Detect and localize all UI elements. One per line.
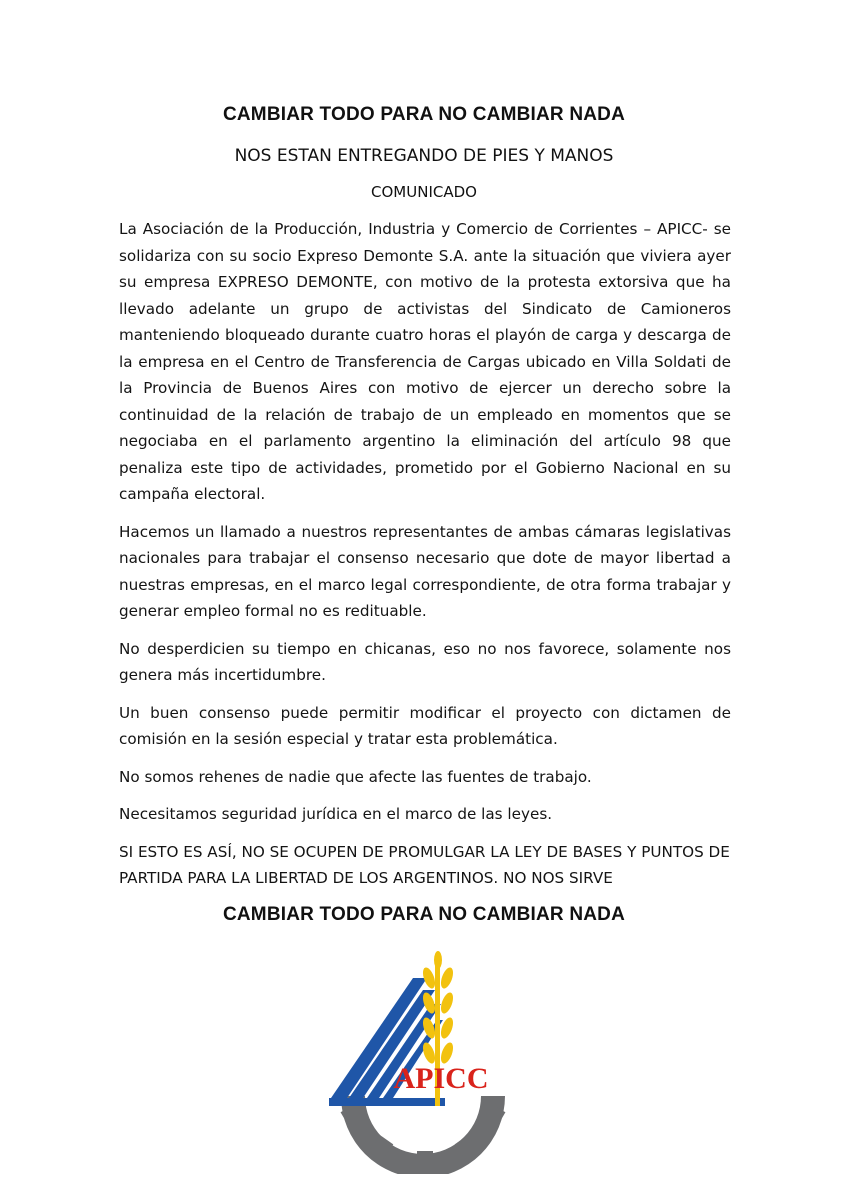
document-heading: CAMBIAR TODO PARA NO CAMBIAR NADA [222,104,626,125]
document-label: COMUNICADO [371,183,477,201]
document-body [119,216,731,903]
apicc-logo [323,948,523,1174]
paragraph-2: Hacemos un llamado a nuestros representantes de ambas cámaras legislativas nacionales para trabajar el consenso necesario que dote de mayor libertad a nuestras empresas, en el marco legal correspondiente, de otra forma trabajar y generar empleo formal no es redituable. [119,522,731,620]
gear-icon [341,1096,506,1174]
paragraph-3: No desperdicien su tiempo en chicanas, eso no nos favorece, solamente nos genera más incertidumbre. [119,639,731,684]
document-closing: CAMBIAR TODO PARA NO CAMBIAR NADA [222,904,626,925]
paragraph-5: No somos rehenes de nadie que afecte las fuentes de trabajo. [119,767,592,786]
paragraph-7: SI ESTO ES ASÍ, NO SE OCUPEN DE PROMULGAR LA LEY DE BASES Y PUNTOS DE PARTIDA PARA LA LIBERTAD DE LOS ARGENTINOS. NO NOS SIRVE [119,842,730,887]
paragraph-4: Un buen consenso puede permitir modificar el proyecto con dictamen de comisión en la sesión especial y tratar esta problemática. [119,703,731,748]
logo-wordmark: APICC [393,1062,489,1095]
paragraph-1: La Asociación de la Producción, Industria y Comercio de Corrientes – APICC- se solidariza con su socio Expreso Demonte S.A. ante la situación que viviera ayer su empresa EXPRESO DEMONTE, con motivo de la protesta extorsiva que ha llevado adelante un grupo de activistas del Sindicato de Camioneros manteniendo bloqueado durante cuatro horas el playón de carga y descarga de la empresa en el Centro de Transferencia de Cargas ubicado en Villa Soldati de la Provincia de Buenos Aires con motivo de ejercer un derecho sobre la continuidad de la relación de trabajo de un empleado en momentos que se negociaba en el parlamento argentino la eliminación del artículo 98 que penaliza este tipo de actividades, prometido por el Gobierno Nacional en su campaña electoral. [119,220,731,503]
paragraph-6: Necesitamos seguridad jurídica en el marco de las leyes. [119,805,553,823]
document-subheading: NOS ESTAN ENTREGANDO DE PIES Y MANOS [234,146,614,166]
